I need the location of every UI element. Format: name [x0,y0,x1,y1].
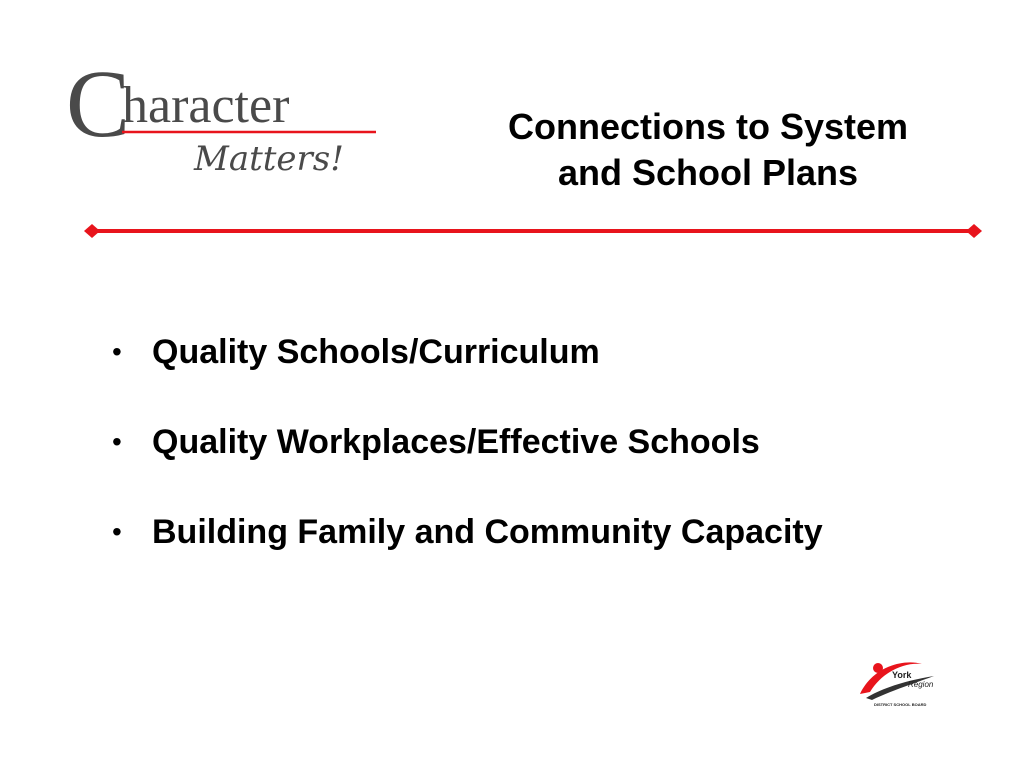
logo-line1: haracter [122,77,290,134]
logo-word-region: Region [908,680,934,689]
logo-line2: Matters! [194,139,344,179]
list-item [112,506,992,558]
slide-title-line2: and School Plans [557,152,859,193]
list-item [112,416,992,468]
character-matters-logo [66,52,382,184]
logo-word-board: DISTRICT SCHOOL BOARD [874,702,927,707]
logo-word-york: York [892,670,912,680]
bullet-icon: • [112,336,122,367]
red-diamond-icon [84,224,100,238]
york-region-logo-icon [852,654,938,710]
list-item [112,326,992,378]
logo-big-c: C [66,52,131,157]
slide-title-line1: Connections to System [507,106,909,147]
slide-title [438,104,978,196]
bullet-icon: • [112,426,122,457]
red-diamond-icon [966,224,982,238]
bullet-list [112,326,992,596]
logo-figure-head [873,663,883,673]
bullet-text: Building Family and Community Capacity [152,513,823,551]
bullet-text: Quality Schools/Curriculum [152,333,600,371]
title-divider [84,222,982,240]
bullet-text: Quality Workplaces/Effective Schools [152,423,760,461]
bullet-icon: • [112,516,122,547]
